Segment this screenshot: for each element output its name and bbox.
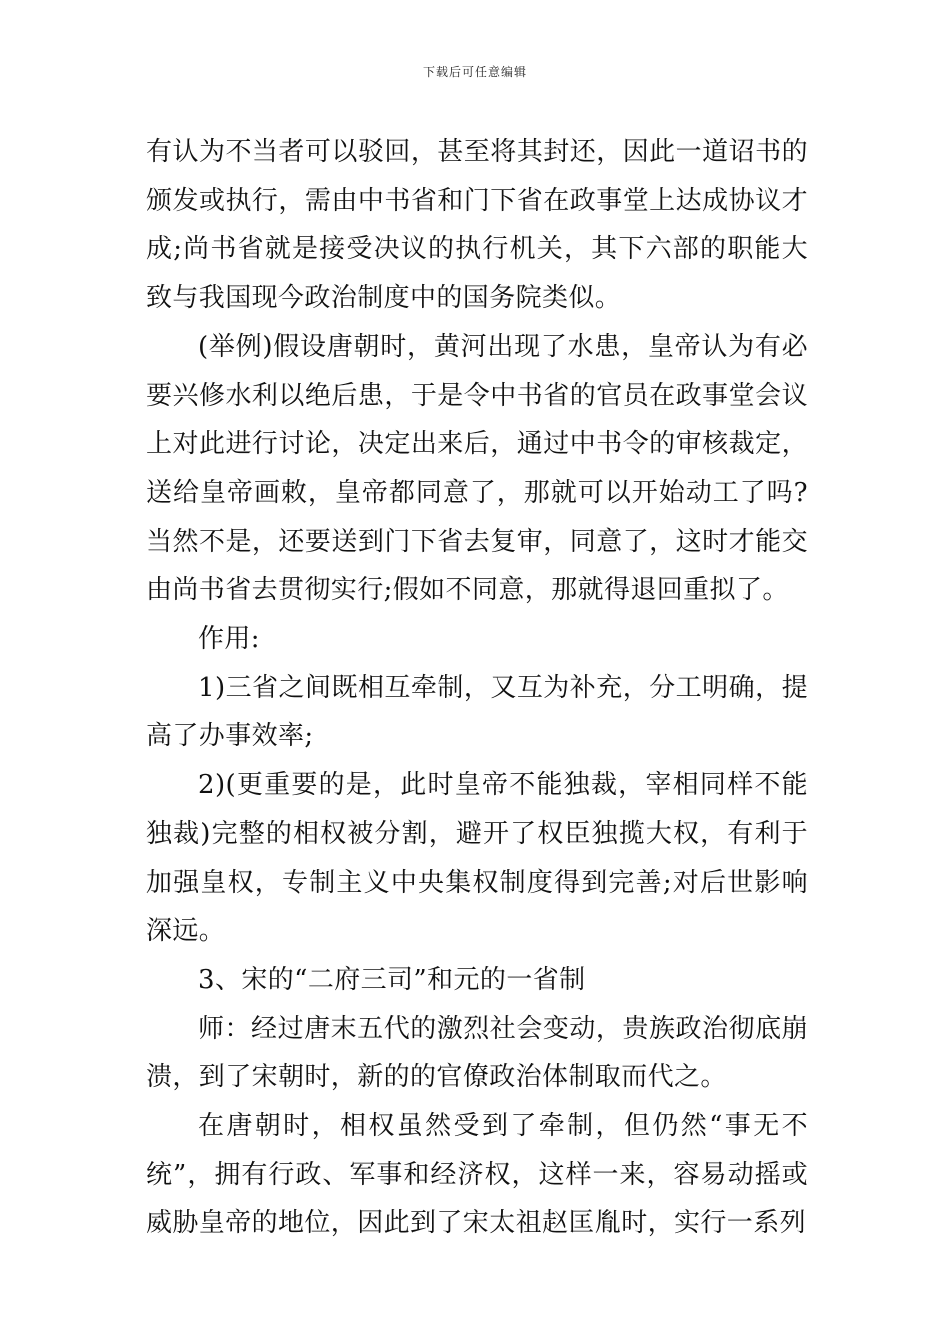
section-heading-song-yuan: 3、宋的“二府三司”和元的一省制 bbox=[198, 964, 586, 995]
document-body bbox=[146, 128, 808, 1248]
paragraph-continuation: 有认为不当者可以驳回，甚至将其封还，因此一道诏书的颁发或执行，需由中书省和门下省在政事堂上达成协议才成;尚书省就是接受决议的执行机关，其下六部的职能大致与我国现今政治制度中的国务院类似。 bbox=[146, 137, 808, 314]
paragraph-tang-power: 在唐朝时，相权虽然受到了牵制，但仍然“事无不统”，拥有行政、军事和经济权，这样一来，容易动摇或威胁皇帝的地位，因此到了宋太祖赵匡胤时，实行一系列 bbox=[146, 1111, 808, 1239]
paragraph-teacher: 师：经过唐末五代的激烈社会变动，贵族政治彻底崩溃，到了宋朝时，新的的官僚政治体制取而代之。 bbox=[146, 1013, 808, 1093]
paragraph-effect-heading: 作用: bbox=[198, 624, 260, 655]
paragraph-example: (举例)假设唐朝时，黄河出现了水患，皇帝认为有必要兴修水利以绝后患，于是令中书省的官员在政事堂会议上对此进行讨论，决定出来后，通过中书令的审核裁定，送给皇帝画敕，皇帝都同意了，那就可以开始动工了吗?当然不是，还要送到门下省去复审，同意了，这时才能交由尚书省去贯彻实行;假如不同意，那就得退回重拟了。 bbox=[146, 331, 808, 606]
page-header: 下载后可任意编辑 bbox=[422, 65, 527, 79]
paragraph-effect-1: 1)三省之间既相互牵制，又互为补充，分工明确，提高了办事效率; bbox=[146, 672, 808, 752]
paragraph-effect-2: 2)(更重要的是，此时皇帝不能独裁，宰相同样不能独裁)完整的相权被分割，避开了权臣独揽大权，有利于加强皇权，专制主义中央集权制度得到完善;对后世影响深远。 bbox=[146, 770, 808, 947]
